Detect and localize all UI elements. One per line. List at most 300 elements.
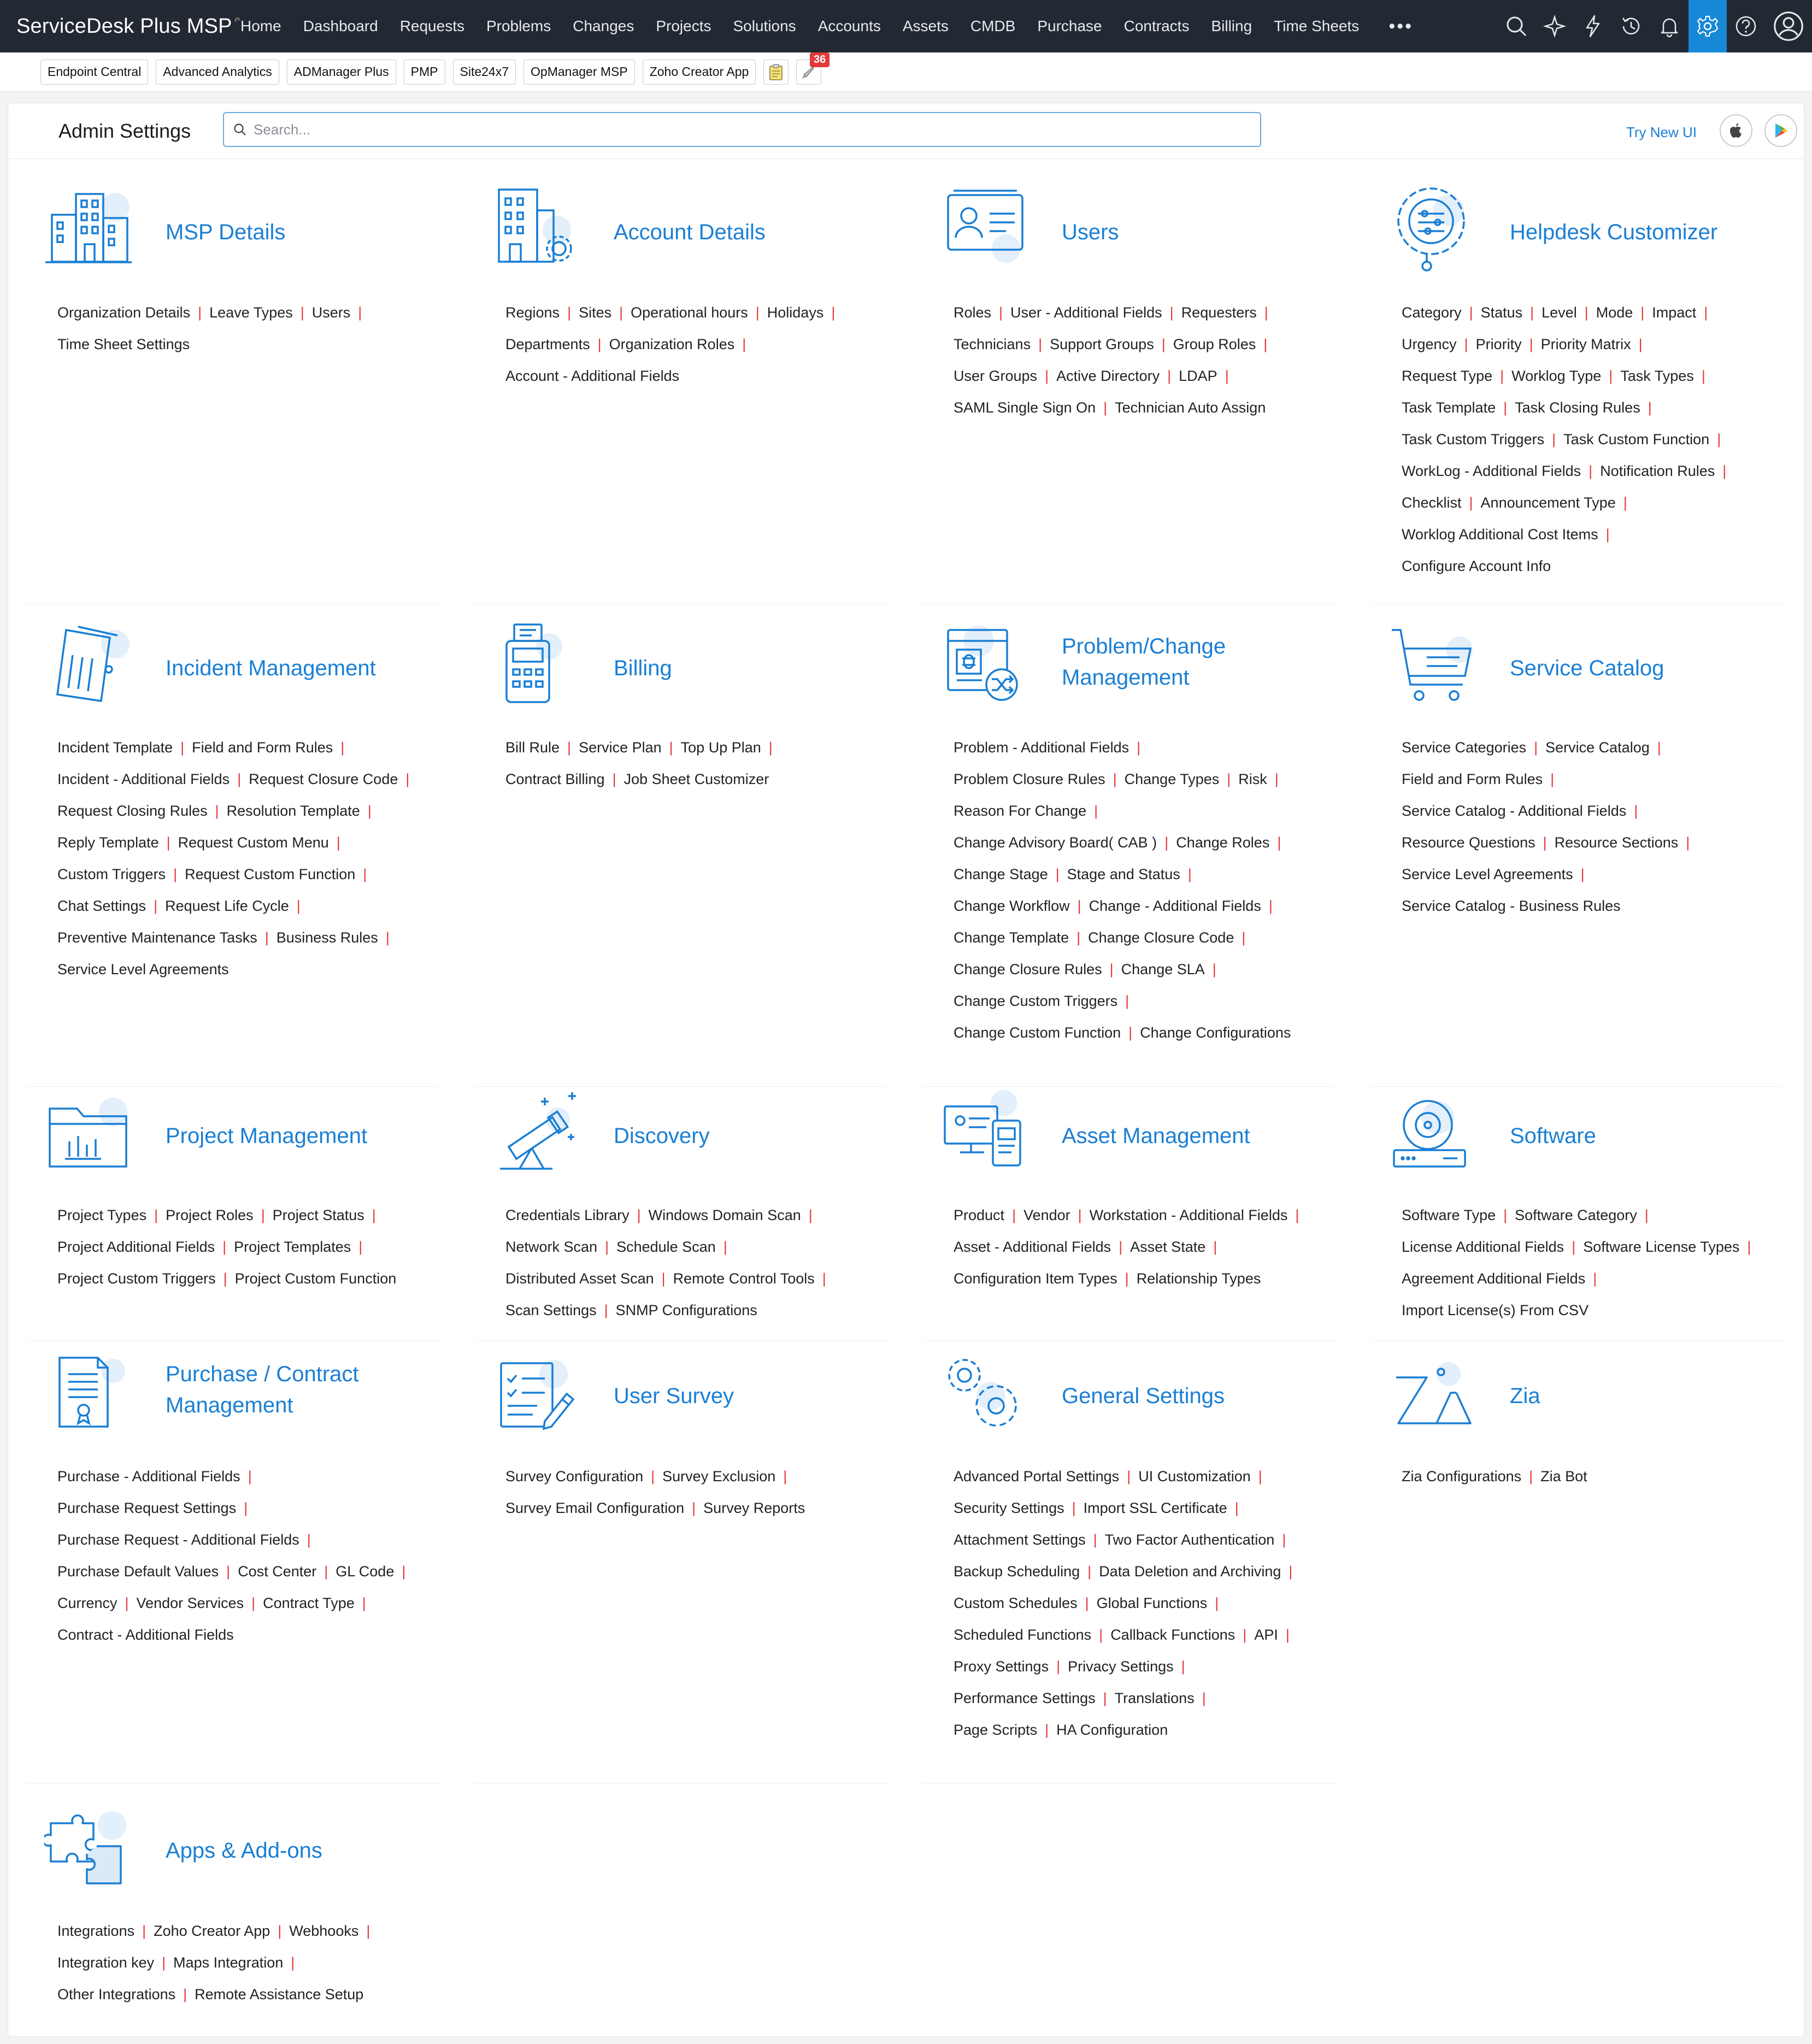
nav-cmdb[interactable]: CMDB bbox=[970, 17, 1016, 34]
toolbar-site24x7-button[interactable]: Site24x7 bbox=[453, 60, 516, 85]
settings-link[interactable]: Contract Type bbox=[263, 1595, 355, 1611]
settings-link[interactable]: Change Closure Rules bbox=[954, 961, 1102, 977]
settings-link[interactable]: WorkLog - Additional Fields bbox=[1402, 463, 1581, 479]
settings-link[interactable]: Change Stage bbox=[954, 866, 1048, 882]
settings-link[interactable]: Project Types bbox=[57, 1207, 147, 1223]
settings-link[interactable]: Service Catalog - Additional Fields bbox=[1402, 803, 1627, 819]
settings-link[interactable]: Mode bbox=[1596, 304, 1633, 321]
settings-link[interactable]: Problem Closure Rules bbox=[954, 771, 1105, 787]
settings-link[interactable]: Schedule Scan bbox=[616, 1239, 716, 1255]
settings-link[interactable]: Priority bbox=[1475, 336, 1522, 352]
settings-link[interactable]: User Groups bbox=[954, 368, 1038, 384]
settings-link[interactable]: Zia Bot bbox=[1540, 1468, 1587, 1485]
nav-projects[interactable]: Projects bbox=[656, 17, 711, 34]
link-separator: | bbox=[1127, 1468, 1131, 1485]
settings-link[interactable]: Organization Roles bbox=[609, 336, 735, 352]
toolbar-pmp-button[interactable]: PMP bbox=[404, 60, 445, 85]
settings-link[interactable]: Request Custom Function bbox=[185, 866, 356, 882]
link-row bbox=[1402, 1231, 1784, 1263]
settings-link[interactable]: Group Roles bbox=[1173, 336, 1256, 352]
link-separator: | bbox=[366, 1923, 370, 1939]
settings-link[interactable]: Relationship Types bbox=[1136, 1270, 1261, 1287]
settings-link[interactable]: Reason For Change bbox=[954, 803, 1087, 819]
settings-link[interactable]: Chat Settings bbox=[57, 898, 146, 914]
settings-link[interactable]: Request Closure Code bbox=[249, 771, 398, 787]
link-separator: | bbox=[336, 834, 340, 851]
link-separator: | bbox=[768, 739, 773, 756]
settings-link[interactable]: Request Custom Menu bbox=[178, 834, 329, 851]
settings-link[interactable]: Sites bbox=[579, 304, 612, 321]
settings-link[interactable]: Asset - Additional Fields bbox=[954, 1239, 1111, 1255]
nav-time-sheets[interactable]: Time Sheets bbox=[1274, 17, 1360, 34]
link-separator: | bbox=[223, 1270, 227, 1287]
settings-link[interactable]: Other Integrations bbox=[57, 1986, 176, 2002]
link-separator: | bbox=[372, 1207, 376, 1223]
play-store-button[interactable] bbox=[1764, 114, 1797, 147]
settings-link[interactable]: Windows Domain Scan bbox=[648, 1207, 801, 1223]
settings-link[interactable]: Service Catalog bbox=[1545, 739, 1650, 756]
settings-link[interactable]: Proxy Settings bbox=[954, 1658, 1049, 1675]
settings-link[interactable]: Urgency bbox=[1402, 336, 1457, 352]
settings-link[interactable]: Global Functions bbox=[1096, 1595, 1208, 1611]
settings-link[interactable]: Change Roles bbox=[1176, 834, 1270, 851]
section-title[interactable]: Service Catalog bbox=[1510, 656, 1664, 680]
link-separator: | bbox=[358, 304, 362, 321]
link-separator: | bbox=[1045, 368, 1049, 384]
link-separator: | bbox=[661, 1270, 666, 1287]
settings-link[interactable]: SAML Single Sign On bbox=[954, 399, 1096, 416]
link-separator: | bbox=[1038, 336, 1043, 352]
settings-link[interactable]: Task Types bbox=[1620, 368, 1694, 384]
toolbar-zoho-creator-app-button[interactable]: Zoho Creator App bbox=[643, 60, 756, 85]
settings-link[interactable]: Bill Rule bbox=[505, 739, 560, 756]
search-box[interactable] bbox=[223, 112, 1261, 147]
settings-link[interactable]: LDAP bbox=[1179, 368, 1217, 384]
settings-link[interactable]: User - Additional Fields bbox=[1010, 304, 1162, 321]
settings-link[interactable]: Survey Exclusion bbox=[662, 1468, 776, 1485]
link-row bbox=[954, 297, 1336, 328]
settings-link[interactable]: Reply Template bbox=[57, 834, 159, 851]
nav-changes[interactable]: Changes bbox=[573, 17, 634, 34]
section-title[interactable]: User Survey bbox=[614, 1384, 734, 1408]
link-separator: | bbox=[1717, 431, 1721, 447]
settings-link[interactable]: Survey Reports bbox=[703, 1500, 805, 1516]
settings-link[interactable]: Distributed Asset Scan bbox=[505, 1270, 654, 1287]
link-row bbox=[505, 1492, 888, 1524]
link-row bbox=[505, 328, 888, 360]
settings-link[interactable]: Holidays bbox=[767, 304, 824, 321]
link-row bbox=[1402, 858, 1784, 890]
settings-link[interactable]: Vendor Services bbox=[136, 1595, 244, 1611]
settings-link[interactable]: Project Custom Triggers bbox=[57, 1270, 216, 1287]
settings-link[interactable]: Change - Additional Fields bbox=[1089, 898, 1261, 914]
link-separator: | bbox=[619, 304, 623, 321]
settings-link[interactable]: Task Custom Triggers bbox=[1402, 431, 1545, 447]
settings-link[interactable]: Change Advisory Board( CAB ) bbox=[954, 834, 1157, 851]
settings-link[interactable]: Service Level Agreements bbox=[1402, 866, 1573, 882]
survey-clipboard-icon bbox=[492, 1347, 585, 1445]
link-separator: | bbox=[154, 1207, 158, 1223]
settings-link[interactable]: Software License Types bbox=[1583, 1239, 1740, 1255]
settings-link[interactable]: Service Plan bbox=[579, 739, 662, 756]
software-disc-icon bbox=[1389, 1087, 1481, 1185]
settings-link[interactable]: Active Directory bbox=[1056, 368, 1160, 384]
settings-link[interactable]: Product bbox=[954, 1207, 1005, 1223]
settings-link[interactable]: Request Closing Rules bbox=[57, 803, 208, 819]
section-title[interactable]: Zia bbox=[1510, 1384, 1540, 1408]
settings-link[interactable]: Priority Matrix bbox=[1540, 336, 1631, 352]
settings-link[interactable]: Change Closure Code bbox=[1088, 929, 1234, 946]
section-title[interactable]: Apps & Add-ons bbox=[166, 1839, 322, 1863]
settings-link[interactable]: Field and Form Rules bbox=[192, 739, 333, 756]
settings-link[interactable]: Worklog Additional Cost Items bbox=[1402, 526, 1598, 543]
link-row bbox=[1402, 550, 1784, 582]
settings-link[interactable]: Privacy Settings bbox=[1068, 1658, 1174, 1675]
settings-link[interactable]: Software Type bbox=[1402, 1207, 1496, 1223]
settings-link[interactable]: Webhooks bbox=[289, 1923, 359, 1939]
settings-link[interactable]: Change Custom Triggers bbox=[954, 993, 1118, 1009]
nav-profile-button[interactable] bbox=[1765, 0, 1812, 52]
link-separator: | bbox=[1056, 1658, 1061, 1675]
link-separator: | bbox=[1077, 898, 1081, 914]
settings-link[interactable]: Technicians bbox=[954, 336, 1031, 352]
link-separator: | bbox=[1264, 304, 1268, 321]
link-row bbox=[954, 953, 1336, 985]
settings-link[interactable]: Notification Rules bbox=[1600, 463, 1715, 479]
settings-link[interactable]: Asset State bbox=[1130, 1239, 1206, 1255]
toolbar-advanced-analytics-button[interactable]: Advanced Analytics bbox=[156, 60, 279, 85]
link-row bbox=[505, 1460, 888, 1492]
section-title[interactable]: Billing bbox=[614, 656, 672, 680]
link-separator: | bbox=[1215, 1595, 1219, 1611]
settings-link[interactable]: Incident Template bbox=[57, 739, 173, 756]
link-row bbox=[57, 953, 440, 985]
section-users bbox=[923, 183, 1336, 604]
link-row bbox=[57, 890, 440, 922]
settings-link[interactable]: Technician Auto Assign bbox=[1115, 399, 1266, 416]
settings-link[interactable]: UI Customization bbox=[1138, 1468, 1251, 1485]
search-input[interactable] bbox=[254, 121, 1237, 138]
settings-link[interactable]: Task Template bbox=[1402, 399, 1496, 416]
link-separator: | bbox=[1704, 304, 1708, 321]
section-account-details bbox=[475, 183, 887, 604]
section-title[interactable]: Asset Management bbox=[1062, 1124, 1250, 1148]
link-separator: | bbox=[1161, 336, 1166, 352]
puzzle-icon bbox=[44, 1801, 137, 1900]
settings-link[interactable]: Performance Settings bbox=[954, 1690, 1096, 1706]
settings-link[interactable]: Change Types bbox=[1124, 771, 1220, 787]
nav-help-button[interactable] bbox=[1727, 0, 1765, 52]
settings-link[interactable]: Impact bbox=[1652, 304, 1697, 321]
main-nav bbox=[240, 0, 1413, 52]
try-new-ui-link[interactable]: Try New UI bbox=[1626, 124, 1697, 140]
section-header bbox=[940, 1347, 1334, 1445]
settings-link[interactable]: HA Configuration bbox=[1056, 1722, 1168, 1738]
nav-admin-settings-button[interactable] bbox=[1689, 0, 1727, 52]
settings-link[interactable]: Data Deletion and Archiving bbox=[1099, 1563, 1281, 1580]
nav-problems[interactable]: Problems bbox=[486, 17, 551, 34]
settings-link[interactable]: Custom Triggers bbox=[57, 866, 166, 882]
nav-history-button[interactable] bbox=[1612, 0, 1650, 52]
nav-quick-actions-button[interactable] bbox=[1574, 0, 1612, 52]
brand-logo[interactable] bbox=[0, 15, 240, 38]
settings-link[interactable]: Time Sheet Settings bbox=[57, 336, 190, 352]
settings-link[interactable]: Change Configurations bbox=[1140, 1024, 1291, 1041]
bug-shuffle-icon bbox=[940, 619, 1033, 717]
toolbar-admanager-plus-button[interactable]: ADManager Plus bbox=[287, 60, 396, 85]
link-separator: | bbox=[612, 771, 616, 787]
settings-link[interactable]: Category bbox=[1402, 304, 1462, 321]
section-header bbox=[1389, 183, 1782, 281]
settings-link[interactable]: Import SSL Certificate bbox=[1083, 1500, 1227, 1516]
helpdesk-customizer-icon bbox=[1389, 183, 1481, 281]
settings-link[interactable]: Contract - Additional Fields bbox=[57, 1627, 234, 1643]
nav-home[interactable]: Home bbox=[240, 17, 281, 34]
section-title[interactable]: Problem/Change Management bbox=[1062, 634, 1226, 690]
section-title[interactable]: Helpdesk Customizer bbox=[1510, 220, 1718, 244]
history-icon bbox=[1619, 14, 1644, 39]
settings-link[interactable]: Announcement Type bbox=[1480, 494, 1616, 511]
settings-link[interactable]: Advanced Portal Settings bbox=[954, 1468, 1120, 1485]
section-title[interactable]: Purchase / Contract Management bbox=[166, 1362, 359, 1417]
section-title[interactable]: Account Details bbox=[614, 220, 766, 244]
settings-link[interactable]: Business Rules bbox=[276, 929, 378, 946]
link-row bbox=[57, 1978, 440, 2010]
nav-dashboard[interactable]: Dashboard bbox=[303, 17, 378, 34]
settings-link[interactable]: Problem - Additional Fields bbox=[954, 739, 1129, 756]
settings-link[interactable]: Remote Assistance Setup bbox=[195, 1986, 364, 2002]
section-links bbox=[505, 1199, 888, 1326]
settings-link[interactable]: Operational hours bbox=[631, 304, 748, 321]
settings-link[interactable]: Scan Settings bbox=[505, 1302, 597, 1318]
section-header bbox=[1389, 619, 1782, 717]
settings-link[interactable]: Incident - Additional Fields bbox=[57, 771, 230, 787]
settings-link[interactable]: Configure Account Info bbox=[1402, 558, 1551, 574]
link-separator: | bbox=[1593, 1270, 1597, 1287]
nav-assets[interactable]: Assets bbox=[902, 17, 949, 34]
office-building-gear-icon bbox=[492, 183, 585, 281]
settings-link[interactable]: Survey Configuration bbox=[505, 1468, 644, 1485]
settings-link[interactable]: Service Catalog - Business Rules bbox=[1402, 898, 1621, 914]
link-row bbox=[954, 1460, 1336, 1492]
app-store-button[interactable] bbox=[1720, 114, 1752, 147]
settings-link[interactable]: Regions bbox=[505, 304, 560, 321]
section-title[interactable]: General Settings bbox=[1062, 1384, 1225, 1408]
settings-link[interactable]: Maps Integration bbox=[173, 1954, 284, 1971]
section-project-management bbox=[27, 1087, 439, 1341]
settings-link[interactable]: Agreement Additional Fields bbox=[1402, 1270, 1586, 1287]
settings-link[interactable]: Purchase Request Settings bbox=[57, 1500, 237, 1516]
link-separator: | bbox=[324, 1563, 328, 1580]
settings-link[interactable]: Backup Scheduling bbox=[954, 1563, 1080, 1580]
link-row bbox=[954, 1651, 1336, 1682]
settings-link[interactable]: Integrations bbox=[57, 1923, 135, 1939]
nav-contracts[interactable]: Contracts bbox=[1123, 17, 1190, 34]
settings-link[interactable]: Roles bbox=[954, 304, 992, 321]
settings-link[interactable]: Vendor bbox=[1023, 1207, 1070, 1223]
link-separator: | bbox=[1500, 368, 1504, 384]
section-links bbox=[1402, 297, 1784, 582]
settings-link[interactable]: Task Closing Rules bbox=[1515, 399, 1640, 416]
link-separator: | bbox=[597, 336, 602, 352]
settings-link[interactable]: Level bbox=[1542, 304, 1577, 321]
link-separator: | bbox=[1125, 993, 1129, 1009]
link-row bbox=[1402, 297, 1784, 328]
settings-link[interactable]: Request Type bbox=[1402, 368, 1493, 384]
settings-link[interactable]: Change Template bbox=[954, 929, 1069, 946]
nav-solutions[interactable]: Solutions bbox=[733, 17, 796, 34]
settings-link[interactable]: API bbox=[1254, 1627, 1278, 1643]
nav-sparkle-button[interactable] bbox=[1536, 0, 1574, 52]
settings-link[interactable]: Zoho Creator App bbox=[154, 1923, 270, 1939]
toolbar-endpoint-central-button[interactable]: Endpoint Central bbox=[40, 60, 148, 85]
settings-link[interactable]: Currency bbox=[57, 1595, 117, 1611]
settings-link[interactable]: Status bbox=[1480, 304, 1523, 321]
profile-icon bbox=[1773, 10, 1804, 42]
settings-link[interactable]: Change Workflow bbox=[954, 898, 1070, 914]
link-separator: | bbox=[1638, 336, 1643, 352]
settings-link[interactable]: Top Up Plan bbox=[680, 739, 761, 756]
link-separator: | bbox=[1093, 1531, 1097, 1548]
settings-link[interactable]: Import License(s) From CSV bbox=[1402, 1302, 1589, 1318]
settings-link[interactable]: Survey Email Configuration bbox=[505, 1500, 685, 1516]
settings-link[interactable]: Project Custom Function bbox=[234, 1270, 397, 1287]
settings-link[interactable]: Resolution Template bbox=[226, 803, 360, 819]
link-row bbox=[57, 1460, 440, 1492]
link-row bbox=[954, 1524, 1336, 1556]
settings-link[interactable]: Project Templates bbox=[234, 1239, 351, 1255]
settings-link[interactable]: Resource Questions bbox=[1402, 834, 1536, 851]
section-title[interactable]: MSP Details bbox=[166, 220, 286, 244]
settings-link[interactable]: Custom Schedules bbox=[954, 1595, 1078, 1611]
settings-link[interactable]: Remote Control Tools bbox=[673, 1270, 815, 1287]
settings-link[interactable]: Change SLA bbox=[1121, 961, 1205, 977]
settings-link[interactable]: Support Groups bbox=[1050, 336, 1154, 352]
settings-link[interactable]: Organization Details bbox=[57, 304, 191, 321]
settings-link[interactable]: Contract Billing bbox=[505, 771, 605, 787]
link-row bbox=[505, 1199, 888, 1231]
settings-link[interactable]: Scheduled Functions bbox=[954, 1627, 1092, 1643]
settings-link[interactable]: Page Scripts bbox=[954, 1722, 1038, 1738]
section-links bbox=[57, 1915, 440, 2010]
link-separator: | bbox=[1747, 1239, 1751, 1255]
toolbar-opmanager-msp-button[interactable]: OpManager MSP bbox=[523, 60, 635, 85]
settings-link[interactable]: Translations bbox=[1114, 1690, 1195, 1706]
section-header bbox=[492, 1087, 886, 1185]
link-row bbox=[1402, 455, 1784, 487]
section-header bbox=[492, 1347, 886, 1445]
section-header bbox=[44, 1801, 438, 1900]
settings-link[interactable]: Change Custom Function bbox=[954, 1024, 1121, 1041]
link-separator: | bbox=[1469, 304, 1473, 321]
settings-link[interactable]: Attachment Settings bbox=[954, 1531, 1086, 1548]
billing-machine-icon bbox=[492, 619, 585, 717]
link-row bbox=[505, 732, 888, 763]
link-separator: | bbox=[755, 304, 760, 321]
settings-link[interactable]: Project Status bbox=[272, 1207, 364, 1223]
settings-link[interactable]: Users bbox=[311, 304, 351, 321]
settings-link[interactable]: Purchase Request - Additional Fields bbox=[57, 1531, 299, 1548]
settings-link[interactable]: Integration key bbox=[57, 1954, 155, 1971]
settings-link[interactable]: Account - Additional Fields bbox=[505, 368, 680, 384]
settings-link[interactable]: Request Life Cycle bbox=[165, 898, 289, 914]
settings-link[interactable]: Configuration Item Types bbox=[954, 1270, 1117, 1287]
notes-button[interactable] bbox=[763, 60, 789, 85]
link-row bbox=[57, 732, 440, 763]
nav-search-button[interactable] bbox=[1497, 0, 1536, 52]
settings-link[interactable]: Checklist bbox=[1402, 494, 1462, 511]
link-separator: | bbox=[1167, 368, 1172, 384]
settings-link[interactable]: Software Category bbox=[1515, 1207, 1637, 1223]
settings-link[interactable]: License Additional Fields bbox=[1402, 1239, 1564, 1255]
settings-link[interactable]: Stage and Status bbox=[1067, 866, 1180, 882]
settings-link[interactable]: Two Factor Authentication bbox=[1104, 1531, 1275, 1548]
settings-link[interactable]: Cost Center bbox=[238, 1563, 317, 1580]
nav-billing[interactable]: Billing bbox=[1211, 17, 1252, 34]
section-title[interactable]: Users bbox=[1062, 220, 1119, 244]
settings-link[interactable]: Risk bbox=[1238, 771, 1267, 787]
nav-more-button[interactable]: ••• bbox=[1389, 15, 1414, 37]
settings-link[interactable]: Callback Functions bbox=[1110, 1627, 1236, 1643]
settings-link[interactable]: Field and Form Rules bbox=[1402, 771, 1543, 787]
link-row bbox=[57, 763, 440, 795]
settings-link[interactable]: Security Settings bbox=[954, 1500, 1064, 1516]
link-separator: | bbox=[604, 1302, 608, 1318]
link-separator: | bbox=[1295, 1207, 1299, 1223]
link-row bbox=[505, 1294, 888, 1326]
section-title[interactable]: Software bbox=[1510, 1124, 1596, 1148]
section-links bbox=[57, 1199, 440, 1294]
nav-accounts[interactable]: Accounts bbox=[817, 17, 881, 34]
settings-link[interactable]: SNMP Configurations bbox=[615, 1302, 757, 1318]
settings-link[interactable]: Requesters bbox=[1181, 304, 1257, 321]
link-row bbox=[954, 1714, 1336, 1746]
link-separator: | bbox=[1227, 771, 1231, 787]
link-separator: | bbox=[1580, 866, 1585, 882]
brand-swirl-icon bbox=[234, 11, 240, 30]
settings-link[interactable]: Purchase Default Values bbox=[57, 1563, 219, 1580]
settings-link[interactable]: Network Scan bbox=[505, 1239, 598, 1255]
settings-link[interactable]: Project Additional Fields bbox=[57, 1239, 215, 1255]
settings-link[interactable]: Preventive Maintenance Tasks bbox=[57, 929, 257, 946]
settings-link[interactable]: Task Custom Function bbox=[1563, 431, 1710, 447]
settings-link[interactable]: Worklog Type bbox=[1511, 368, 1602, 384]
section-problem-change-management bbox=[923, 619, 1336, 1087]
settings-link[interactable]: Departments bbox=[505, 336, 590, 352]
section-title[interactable]: Project Management bbox=[166, 1124, 368, 1148]
settings-link[interactable]: Resource Sections bbox=[1554, 834, 1679, 851]
settings-link[interactable]: Leave Types bbox=[209, 304, 293, 321]
link-separator: | bbox=[405, 771, 410, 787]
settings-link[interactable]: Workstation - Additional Fields bbox=[1089, 1207, 1288, 1223]
nav-purchase[interactable]: Purchase bbox=[1037, 17, 1102, 34]
section-title[interactable]: Discovery bbox=[614, 1124, 710, 1148]
section-title[interactable]: Incident Management bbox=[166, 656, 376, 680]
settings-link[interactable]: Service Categories bbox=[1402, 739, 1527, 756]
nav-requests[interactable]: Requests bbox=[399, 17, 464, 34]
announcements-button[interactable] bbox=[796, 53, 826, 85]
nav-notifications-button[interactable] bbox=[1650, 0, 1689, 52]
link-row bbox=[1402, 360, 1784, 392]
settings-link[interactable]: Credentials Library bbox=[505, 1207, 630, 1223]
settings-link[interactable]: Purchase - Additional Fields bbox=[57, 1468, 240, 1485]
settings-link[interactable]: Service Level Agreements bbox=[57, 961, 229, 977]
settings-link[interactable]: Project Roles bbox=[166, 1207, 254, 1223]
link-separator: | bbox=[1534, 739, 1538, 756]
settings-link[interactable]: Zia Configurations bbox=[1402, 1468, 1522, 1485]
settings-link[interactable]: GL Code bbox=[336, 1563, 395, 1580]
settings-link[interactable]: Job Sheet Customizer bbox=[623, 771, 769, 787]
